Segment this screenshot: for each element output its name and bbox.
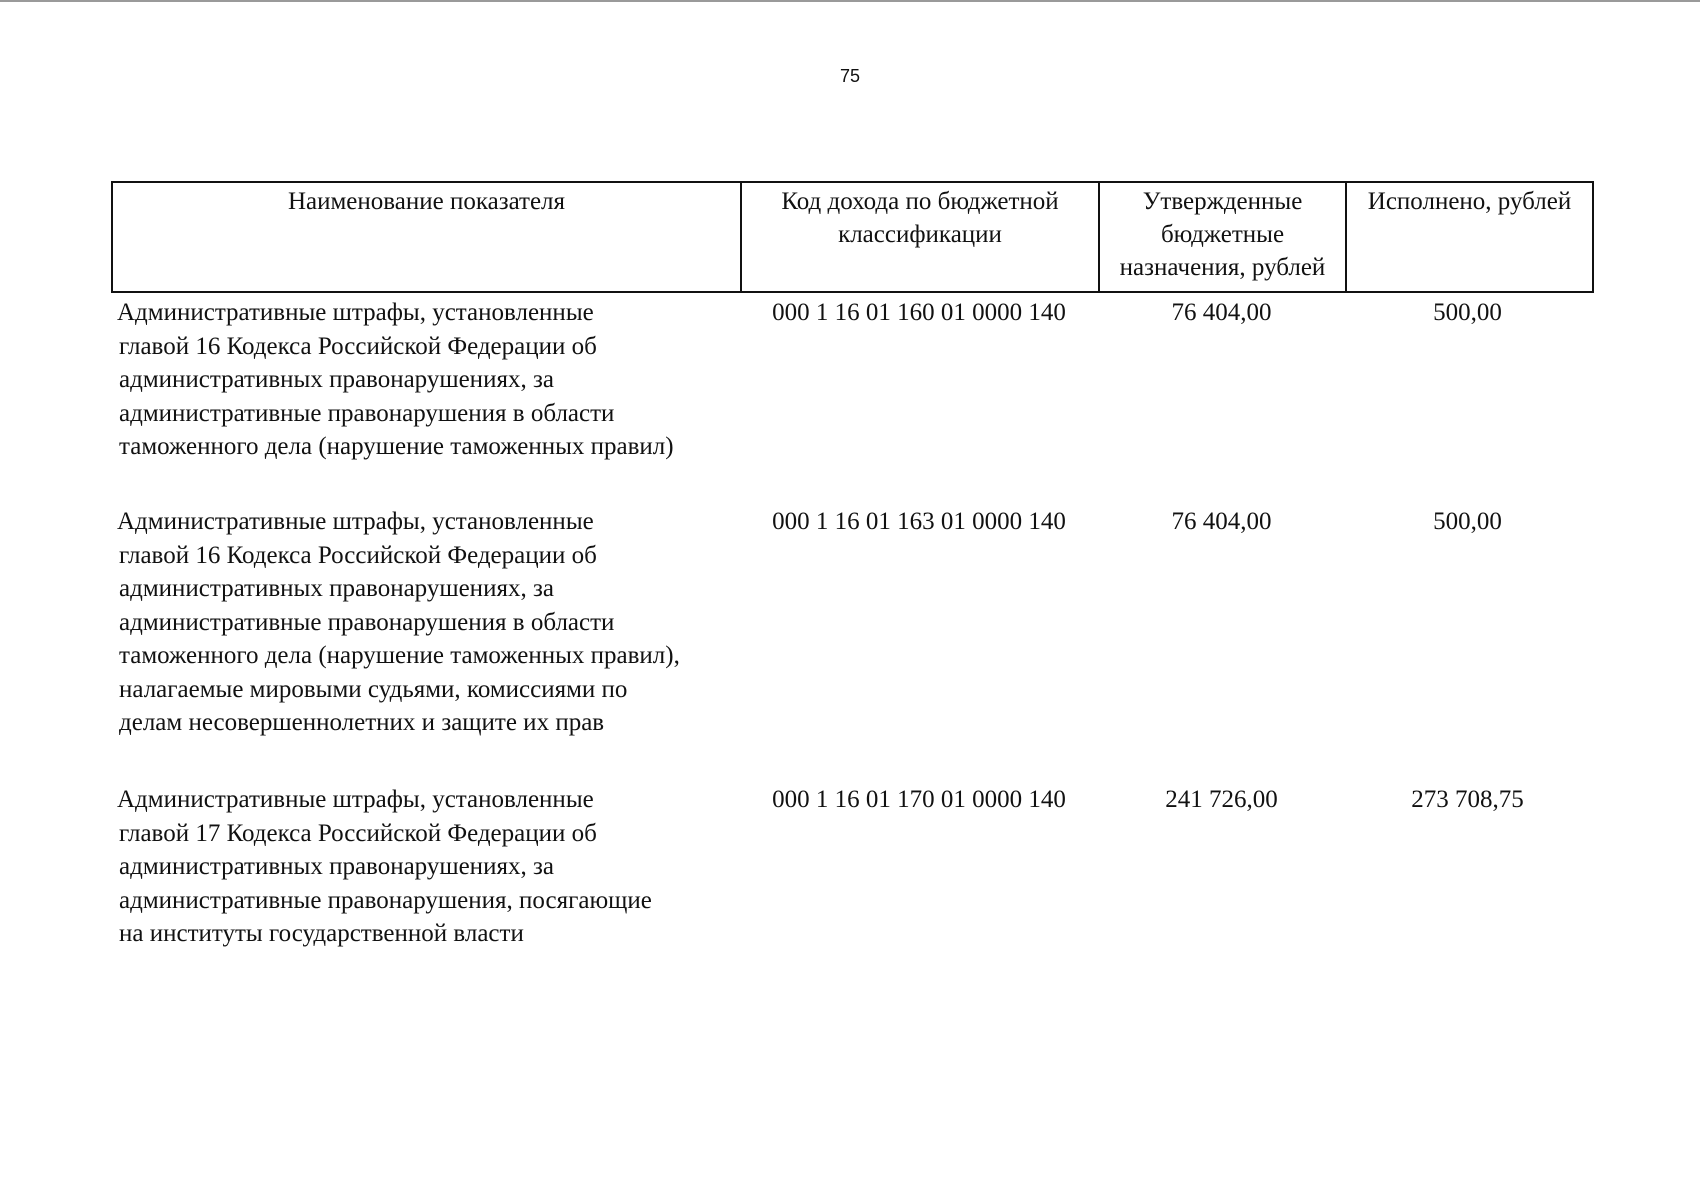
- table-row: [111, 505, 1594, 740]
- row-name-line: административные правонарушения в области: [119, 608, 615, 636]
- table-header: [111, 181, 1594, 293]
- row-name-line: главой 17 Кодекса Российской Федерации об: [119, 819, 597, 847]
- row-name: [111, 505, 740, 740]
- row-approved: 76 404,00: [1171, 508, 1272, 535]
- row-name-line: Административные штрафы, установленные: [117, 508, 594, 535]
- row-name-line: административных правонарушениях, за: [119, 853, 554, 880]
- row-approved: 76 404,00: [1171, 299, 1272, 326]
- row-name-line: административные правонарушения, посягающие: [119, 886, 652, 914]
- row-name-line: делам несовершеннолетних и защите их прав: [119, 709, 605, 736]
- row-executed: 500,00: [1433, 508, 1502, 535]
- header-name: Наименование показателя: [113, 183, 742, 291]
- row-name-line: таможенного дела (нарушение таможенных правил),: [119, 642, 680, 669]
- row-name: [111, 296, 740, 464]
- row-name-line: административные правонарушения в области: [119, 399, 615, 427]
- row-name-line: на институты государственной власти: [119, 920, 524, 947]
- row-code: 000 1 16 01 163 01 0000 140: [772, 508, 1066, 535]
- scan-top-edge-line: [0, 0, 1700, 2]
- row-executed: 273 708,75: [1411, 786, 1524, 813]
- row-name: [111, 783, 740, 951]
- row-code: 000 1 16 01 160 01 0000 140: [772, 299, 1066, 326]
- table-row: [111, 296, 1594, 464]
- header-executed: Исполнено, рублей: [1367, 188, 1572, 215]
- header-code: [742, 183, 1100, 291]
- row-name-line: административных правонарушениях, за: [119, 575, 554, 602]
- row-executed: 500,00: [1433, 299, 1502, 326]
- row-name-line: Административные штрафы, установленные: [117, 299, 594, 326]
- page-number: 75: [839, 66, 861, 86]
- header-approved-text: Утвержденные бюджетные назначения, рублей: [1119, 188, 1326, 281]
- row-name-line: административных правонарушениях, за: [119, 366, 554, 393]
- row-code: 000 1 16 01 170 01 0000 140: [772, 786, 1066, 813]
- row-name-line: главой 16 Кодекса Российской Федерации об: [119, 332, 597, 360]
- header-code-text: Код дохода по бюджетной классификации: [781, 188, 1059, 248]
- row-name-line: налагаемые мировыми судьями, комиссиями по: [119, 675, 628, 703]
- header-approved: [1100, 183, 1347, 291]
- row-name-line: главой 16 Кодекса Российской Федерации об: [119, 541, 597, 569]
- row-name-line: Административные штрафы, установленные: [117, 786, 594, 813]
- row-name-line: таможенного дела (нарушение таможенных правил): [119, 433, 674, 460]
- row-approved: 241 726,00: [1165, 786, 1278, 813]
- table-row: [111, 783, 1594, 951]
